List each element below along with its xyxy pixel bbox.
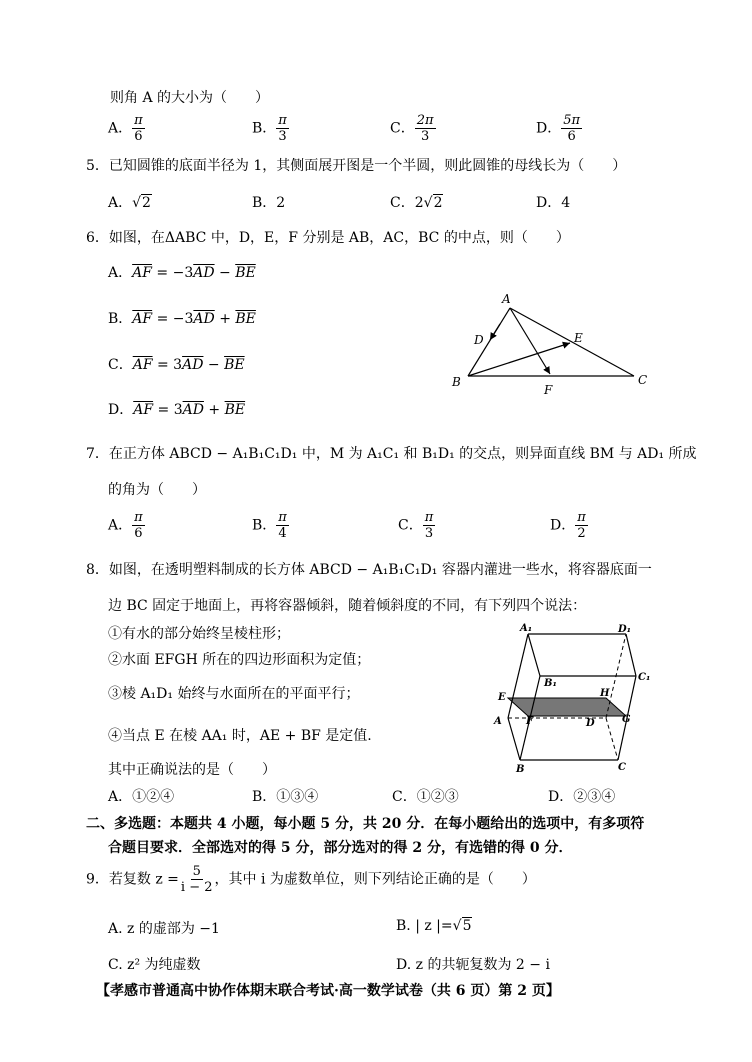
q8-statement-1: ①有水的部分始终呈棱柱形； [108,626,290,642]
q4-option-a: A． $\frac{\pi}{6}$ [108,113,143,144]
q9-option-c: C. z² 为纯虚数 [108,957,201,973]
section2-line-2: 合题目要求．全部选对的得 5 分，部分选对的得 2 分，有选错的得 0 分． [108,840,573,856]
label-a: A [502,292,511,306]
label-f: F [544,383,553,397]
q9-stem: 9．若复数 z = $\frac{5}{i - 2}$ ，其中 i 为虚数单位，则下列结论正确的是（ ） [86,864,536,895]
q5-option-b: B．2 [252,195,286,211]
q4-option-d: D． $\frac{5\pi}{6}$ [536,113,581,144]
q5-option-c: C．2√2 [390,195,443,211]
section2-line-1: 二、多选题：本题共 4 小题，每小题 5 分，共 20 分．在每小题给出的选项中，有多项符 [86,816,645,832]
label-a1: A₁ [520,623,533,634]
q5-option-a: A．√2 [108,195,151,211]
q8-ask: 其中正确说法的是（ ） [108,762,276,778]
q6-option-d: D．$\overline{AF} = 3\overline{AD} + \overline{BE}$ [108,402,246,418]
q7-option-c: C． $\frac{\pi}{3}$ [398,510,434,541]
q7-stem-2: 的角为（ ） [108,482,206,498]
label-b: B [452,375,461,389]
label-c1: C₁ [638,672,651,683]
label-d: D [586,718,595,729]
label-h: H [600,688,610,699]
label-c: C [618,762,626,773]
q7-stem-1: 7．在正方体 ABCD − A₁B₁C₁D₁ 中，M 为 A₁C₁ 和 B₁D₁ 的交点，则异面直线 BM 与 AD₁ 所成 [86,446,697,462]
label-f: F [526,716,534,727]
q7-option-a: A． $\frac{\pi}{6}$ [108,510,143,541]
label-b1: B₁ [544,678,557,689]
q8-option-a: A．①②④ [108,789,175,805]
q8-statement-3: ③棱 A₁D₁ 始终与水面所在的平面平行； [108,686,360,702]
q8-stem-2: 边 BC 固定于地面上，再将容器倾斜，随着倾斜度的不同，有下列四个说法： [108,598,587,614]
label-e: E [498,692,506,703]
page-footer: 【孝感市普通高中协作体期末联合考试·高一数学试卷（共 6 页）第 2 页】 [96,983,560,999]
q5-stem: 5．已知圆锥的底面半径为 1，其侧面展开图是一个半圆，则此圆锥的母线长为（ ） [86,158,627,174]
q6-option-c: C．$\overline{AF} = 3\overline{AD} - \overline{BE}$ [108,357,245,373]
q9-option-a: A. z 的虚部为 −1 [108,921,220,937]
q4-stem: 则角 A 的大小为（ ） [110,90,270,106]
q6-option-b: B．$\overline{AF} = -3\overline{AD} + \overline{BE}$ [108,311,256,327]
q8-option-c: C．①②③ [392,789,459,805]
q4-option-c: C． $\frac{2\pi}{3}$ [390,113,434,144]
label-d: D [474,333,484,347]
q8-option-d: D．②③④ [548,789,616,805]
q6-option-a: A．$\overline{AF} = -3\overline{AD} - \overline{BE}$ [108,265,256,281]
cuboid-figure [490,620,660,775]
label-c: C [638,373,648,387]
label-a: A [494,716,502,727]
label-e: E [574,331,583,345]
q7-option-b: B． $\frac{\pi}{4}$ [252,510,287,541]
q9-option-b: B. | z |=√5 [396,918,472,934]
label-d1: D₁ [618,624,632,635]
label-g: G [622,714,631,725]
q8-stem-1: 8．如图，在透明塑料制成的长方体 ABCD − A₁B₁C₁D₁ 容器内灌进一些水，将容器底面一 [86,562,652,578]
q8-option-b: B．①③④ [252,789,319,805]
q8-statement-2: ②水面 EFGH 所在的四边形面积为定值； [108,652,371,668]
q7-option-d: D． $\frac{\pi}{2}$ [550,510,586,541]
q9-option-d: D. z 的共轭复数为 2 − i [396,957,550,973]
q8-statement-4: ④当点 E 在棱 AA₁ 时，AE + BF 是定值. [108,728,372,744]
triangle-figure [440,288,660,400]
q6-stem: 6．如图，在ΔABC 中，D，E，F 分别是 AB，AC，BC 的中点，则（ ） [86,230,570,246]
q5-option-d: D．4 [536,195,571,211]
q4-option-b: B． $\frac{\pi}{3}$ [252,113,287,144]
label-b: B [516,764,525,775]
